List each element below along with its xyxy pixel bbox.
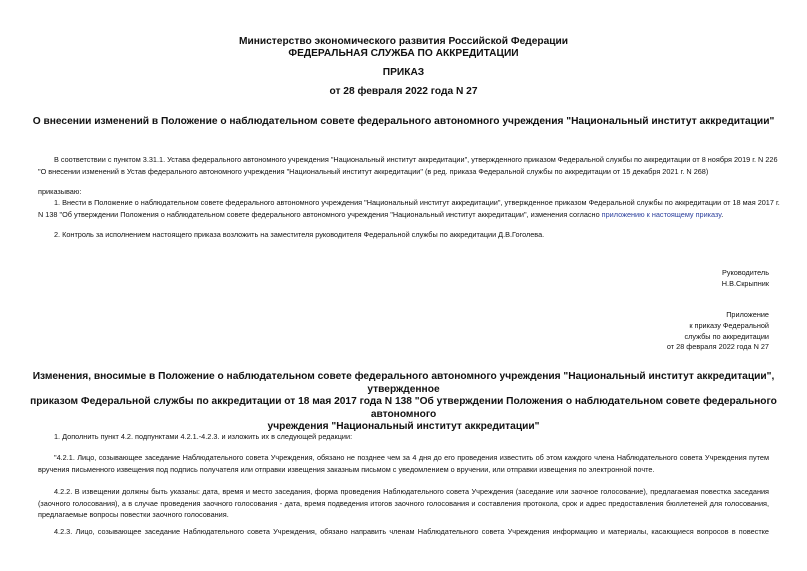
appendix-ref-line-3: службы по аккредитации [684, 331, 769, 341]
document-type: ПРИКАЗ [382, 67, 425, 78]
ministry-name: Министерство экономического развития Российской Федерации [238, 36, 569, 47]
annex-intro: 1. Дополнить пункт 4.2. подпунктами 4.2.1.-4.2.3. и изложить их в следующей редакции: [54, 432, 353, 441]
item-1-paragraph [38, 197, 780, 220]
preamble-line-1: В соответствии с пунктом 3.31.1. Устава федерального автономного учреждения "Национальный институт аккредитации", утвержденного приказом Федеральной службы по аккредитации от 8 ноября 2019 г. N 226 [54, 155, 778, 164]
p422-line-1: 4.2.2. В извещении должны быть указаны: дата, время и место заседания, форма проведения Наблюдательного совета Учреждения (заседание или заочное голосование), предлагаемая повестка заседания [54, 487, 769, 496]
annex-title [30, 371, 777, 434]
signature-name: Н.В.Скрыпник [721, 278, 769, 288]
service-name: ФЕДЕРАЛЬНАЯ СЛУЖБА ПО АККРЕДИТАЦИИ [288, 48, 519, 59]
appendix-link[interactable]: приложению к настоящему приказу [601, 209, 722, 219]
p423-line-1: 4.2.3. Лицо, созывающее заседание Наблюдательного совета Учреждения, обязано направить членам Наблюдательного совета Учреждения информацию и материалы, касающиеся вопросов в повестке [54, 527, 769, 536]
preamble-line-2: "О внесении изменений в Устав федерального автономного учреждения "Национальный институт аккредитации" (в ред. приказа Федеральной службы по аккредитации от 15 декабря 2021 г. N 268) [38, 166, 709, 176]
paragraph-4-2-1 [38, 452, 769, 475]
item-1-line-1: 1. Внести в Положение о наблюдательном совете федерального автономного учреждения "Национальный институт аккредитации", утвержденное приказом Федеральной службы по аккредитации от 18 мая 2017 г. [54, 198, 780, 207]
p421-line-2: вручения письменного извещения под подпись получателя или отправки извещения заказным письмом с уведомлением о вручении, или отправки извещения по электронной почте. [38, 464, 655, 474]
preamble-paragraph [38, 154, 778, 177]
paragraph-4-2-3 [38, 526, 769, 538]
annex-title-line-3: учреждения "Национальный институт аккредитации" [267, 421, 540, 433]
signature-position: Руководитель [721, 268, 769, 277]
item-1-text: N 138 "Об утверждении Положения о наблюдательном совете федерального автономного учреждения "Национальный институт аккредитации", изменения согласно [38, 209, 602, 219]
item-1-end: . [721, 209, 724, 219]
paragraph-4-2-2 [38, 486, 769, 521]
appendix-ref-line-2: к приказу Федеральной [689, 320, 769, 330]
signature-block [722, 268, 769, 290]
item-1-line-2 [38, 210, 723, 219]
item-2-paragraph: 2. Контроль за исполнением настоящего приказа возложить на заместителя руководителя Федеральной службы по аккредитации Д.В.Гоголева. [54, 230, 545, 239]
appendix-ref-line-4: от 28 февраля 2022 года N 27 [666, 342, 769, 352]
appendix-ref-line-1: Приложение [726, 310, 769, 319]
p421-line-1: "4.2.1. Лицо, созывающее заседание Наблюдательного совета Учреждения, обязано не позднее чем за 4 дня до его проведения известить об этом каждого члена Наблюдательного совета Учреждения путем [54, 453, 769, 462]
order-word: приказываю: [38, 187, 82, 196]
appendix-reference [667, 310, 769, 353]
p422-line-2: (заочного голосования), а в случае проведения заочного голосования - дата, время подведения итогов заочного голосования и составления протокола, срок и адрес предоставления бюллетеней для голосования, [38, 498, 769, 508]
p422-line-3: предлагаемые вопросы повестки заочного голосования. [38, 510, 229, 520]
document-date-number: от 28 февраля 2022 года N 27 [329, 86, 478, 97]
annex-title-line-1: Изменения, вносимые в Положение о наблюдательном совете федерального автономного учреждения "Национальный институт аккредитации", утвержденное [32, 371, 775, 395]
annex-title-line-2: приказом Федеральной службы по аккредитации от 18 мая 2017 года N 138 "Об утверждении Положения о наблюдательном совете федерального автономного [30, 396, 777, 420]
document-title: О внесении изменений в Положение о наблюдательном совете федерального автономного учреждения "Национальный институт аккредитации" [32, 116, 775, 127]
